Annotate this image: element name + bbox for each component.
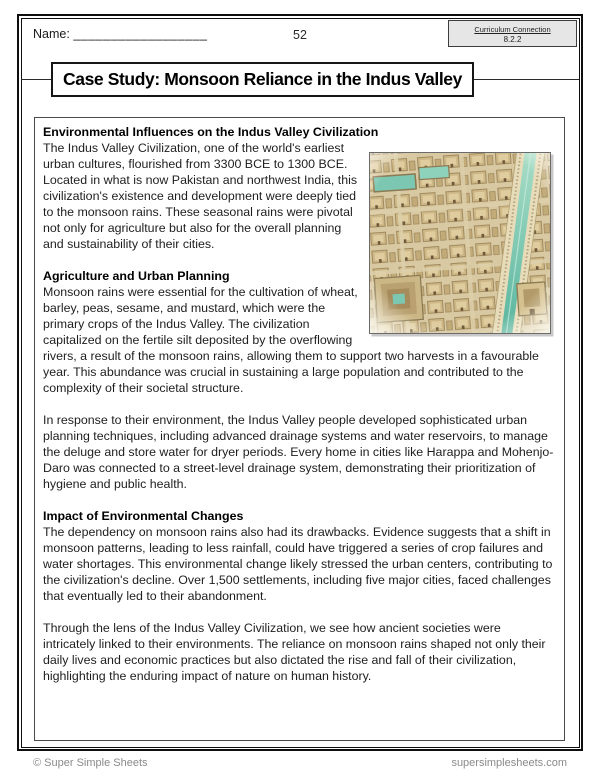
- city-aerial-svg: [370, 153, 550, 333]
- section-heading-environmental-changes: Impact of Environmental Changes: [43, 509, 244, 523]
- page-footer: [33, 757, 567, 769]
- curriculum-title: Curriculum Connection: [474, 24, 551, 34]
- section-heading-agriculture-urban-planning: Agriculture and Urban Planning: [43, 269, 230, 283]
- page-title: [51, 62, 474, 97]
- curriculum-connection-badge: [448, 20, 577, 47]
- section-heading-environmental-influences: Environmental Influences on the Indus Valley Civilization: [43, 125, 379, 139]
- name-label: Name:: [33, 27, 70, 41]
- case-study-content: [34, 117, 565, 741]
- page-number: 52: [293, 28, 307, 42]
- paragraph-agriculture-crops: Monsoon rains were essential for the cultivation of wheat, barley, peas, sesame, and mustard, which were the primary crops of the Indus Valley. The civilization capitalized on the fertile silt deposited by the overflowing rivers, a result of the monsoon rains, allowing them to support two harvests in a favourable year. This abundance was crucial in sustaining a large population and contributed to the complexity of their societal structure.: [43, 285, 539, 395]
- paragraph-urban-planning: In response to their environment, the Indus Valley people developed sophisticated urban planning techniques, including advanced drainage systems and water reservoirs, to manage the deluge and store water for dryer periods. Every home in cities like Harappa and Mohenjo-Daro was connected to a street-level drainage system, demonstrating their prioritization of hygiene and public health.: [43, 413, 554, 491]
- paragraph-conclusion: Through the lens of the Indus Valley Civilization, we see how ancient societies were intricately linked to their environments. The reliance on monsoon rains shaped not only their daily lives and economic practices but also dictated the rise and fall of their civilization, highlighting the enduring impact of nature on human history.: [43, 621, 546, 683]
- copyright-text: © Super Simple Sheets: [33, 757, 148, 769]
- name-input-line[interactable]: __________________: [73, 27, 208, 41]
- curriculum-code: 8.2.2: [503, 34, 522, 44]
- paragraph-environmental-influences: The Indus Valley Civilization, one of the world's earliest urban cultures, flourished from 3300 BCE to 1300 BCE. Located in what is now Pakistan and northwest India, this civilization's existence and development were deeply tied to the monsoon rains. These seasonal rains were pivotal not only for agriculture but also for the overall planning and sustainability of their cities.: [43, 141, 358, 251]
- indus-valley-city-illustration: [369, 152, 551, 334]
- website-link[interactable]: supersimplesheets.com: [451, 757, 567, 769]
- page-title-text: Case Study: Monsoon Reliance in the Indus Valley: [63, 69, 462, 89]
- paragraph-monsoon-drawbacks: The dependency on monsoon rains also had its drawbacks. Evidence suggests that a shift in monsoon patterns, leading to less rainfall, could have triggered a series of crop failures and water shortages. This environmental change likely stressed the urban centers, contributing to the civilization's decline. Over 1,500 settlements, including five major cities, faced challenges that eventually led to their abandonment.: [43, 525, 553, 603]
